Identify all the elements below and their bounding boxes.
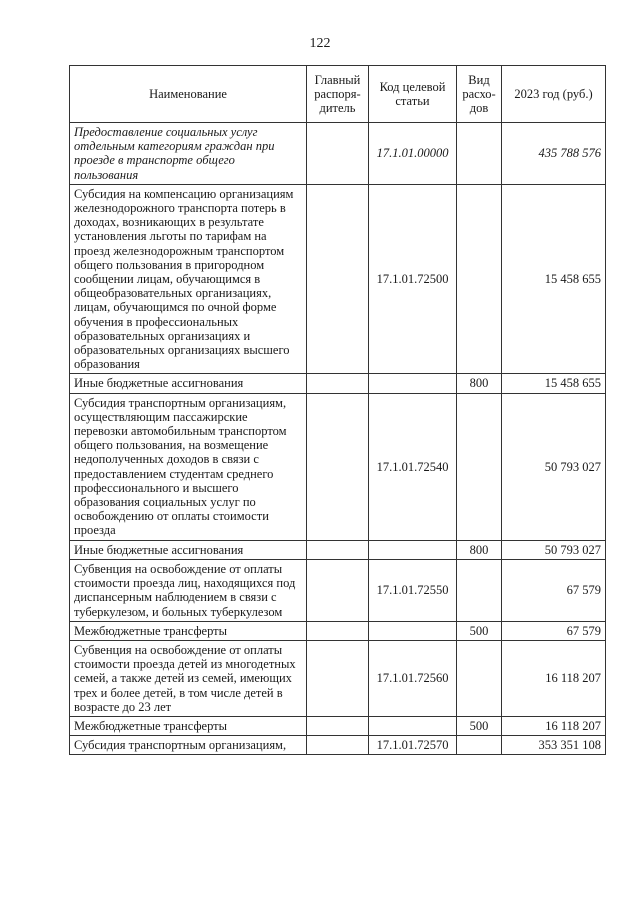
row-sum: 16 118 207 xyxy=(502,716,606,735)
row-admin xyxy=(307,540,369,559)
row-code: 17.1.01.72570 xyxy=(369,736,457,755)
row-sum: 353 351 108 xyxy=(502,736,606,755)
row-name: Субсидия транспортным организациям, xyxy=(70,736,307,755)
row-name: Иные бюджетные ассигнования xyxy=(70,374,307,393)
row-sum: 15 458 655 xyxy=(502,184,606,374)
table-row xyxy=(70,640,606,716)
table-row xyxy=(70,184,606,374)
row-admin xyxy=(307,184,369,374)
row-type xyxy=(457,640,502,716)
row-sum: 435 788 576 xyxy=(502,123,606,185)
row-admin xyxy=(307,393,369,540)
row-admin xyxy=(307,374,369,393)
row-name: Субвенция на освобождение от оплаты стоимости проезда лиц, находящихся под диспансерным наблюдением в связи с туберкулезом, и больных туберкулезом xyxy=(70,559,307,621)
row-type xyxy=(457,123,502,185)
row-code: 17.1.01.72540 xyxy=(369,393,457,540)
row-admin xyxy=(307,559,369,621)
row-code: 17.1.01.72500 xyxy=(369,184,457,374)
row-code: 17.1.01.00000 xyxy=(369,123,457,185)
table-header-row xyxy=(70,66,606,123)
row-name: Предоставление социальных услуг отдельным категориям граждан при проезде в транспорте общего пользования xyxy=(70,123,307,185)
header-admin: Главный распоря-дитель xyxy=(307,66,369,123)
row-sum: 16 118 207 xyxy=(502,640,606,716)
header-name: Наименование xyxy=(70,66,307,123)
header-sum: 2023 год (руб.) xyxy=(502,66,606,123)
row-sum: 50 793 027 xyxy=(502,393,606,540)
table-row xyxy=(70,736,606,755)
row-name: Межбюджетные трансферты xyxy=(70,621,307,640)
header-type: Вид расхо-дов xyxy=(457,66,502,123)
row-code: 17.1.01.72560 xyxy=(369,640,457,716)
row-admin xyxy=(307,736,369,755)
row-admin xyxy=(307,716,369,735)
row-code xyxy=(369,374,457,393)
table-row xyxy=(70,540,606,559)
row-name: Иные бюджетные ассигнования xyxy=(70,540,307,559)
table-row xyxy=(70,374,606,393)
page-number: 122 xyxy=(309,36,331,51)
table-row xyxy=(70,123,606,185)
row-name: Межбюджетные трансферты xyxy=(70,716,307,735)
row-name: Субвенция на освобождение от оплаты стоимости проезда детей из многодетных семей, а также детей из семей, имеющих трех и более детей, в том числе детей в возрасте до 23 лет xyxy=(70,640,307,716)
row-type: 500 xyxy=(457,621,502,640)
row-name: Субсидия транспортным организациям, осуществляющим пассажирские перевозки автомобильным транспортом общего пользования, на возмещение недополученных доходов в связи с предоставлением студентам среднего профессионального и высшего образования социальных услуг по освобождению от оплаты стоимости проезда xyxy=(70,393,307,540)
row-type xyxy=(457,393,502,540)
row-type xyxy=(457,184,502,374)
row-sum: 50 793 027 xyxy=(502,540,606,559)
row-admin xyxy=(307,640,369,716)
table-row xyxy=(70,393,606,540)
row-sum: 15 458 655 xyxy=(502,374,606,393)
row-type xyxy=(457,559,502,621)
row-type: 500 xyxy=(457,716,502,735)
row-admin xyxy=(307,123,369,185)
budget-table xyxy=(69,65,606,755)
table-row xyxy=(70,559,606,621)
header-code: Код целевой статьи xyxy=(369,66,457,123)
row-type: 800 xyxy=(457,540,502,559)
row-sum: 67 579 xyxy=(502,559,606,621)
row-code xyxy=(369,716,457,735)
row-name: Субсидия на компенсацию организациям железнодорожного транспорта потерь в доходах, возникающих в результате установления льготы по тарифам на проезд железнодорожным транспортом общего пользования в пригородном сообщении лицам, обучающимся в общеобразовательных организациях, лицам, обучающимся по очной форме обучения в профессиональных образовательных организациях и образовательных организациях высшего образования xyxy=(70,184,307,374)
row-type: 800 xyxy=(457,374,502,393)
row-sum: 67 579 xyxy=(502,621,606,640)
row-type xyxy=(457,736,502,755)
row-code xyxy=(369,540,457,559)
table-row xyxy=(70,621,606,640)
row-code xyxy=(369,621,457,640)
row-code: 17.1.01.72550 xyxy=(369,559,457,621)
row-admin xyxy=(307,621,369,640)
table-row xyxy=(70,716,606,735)
